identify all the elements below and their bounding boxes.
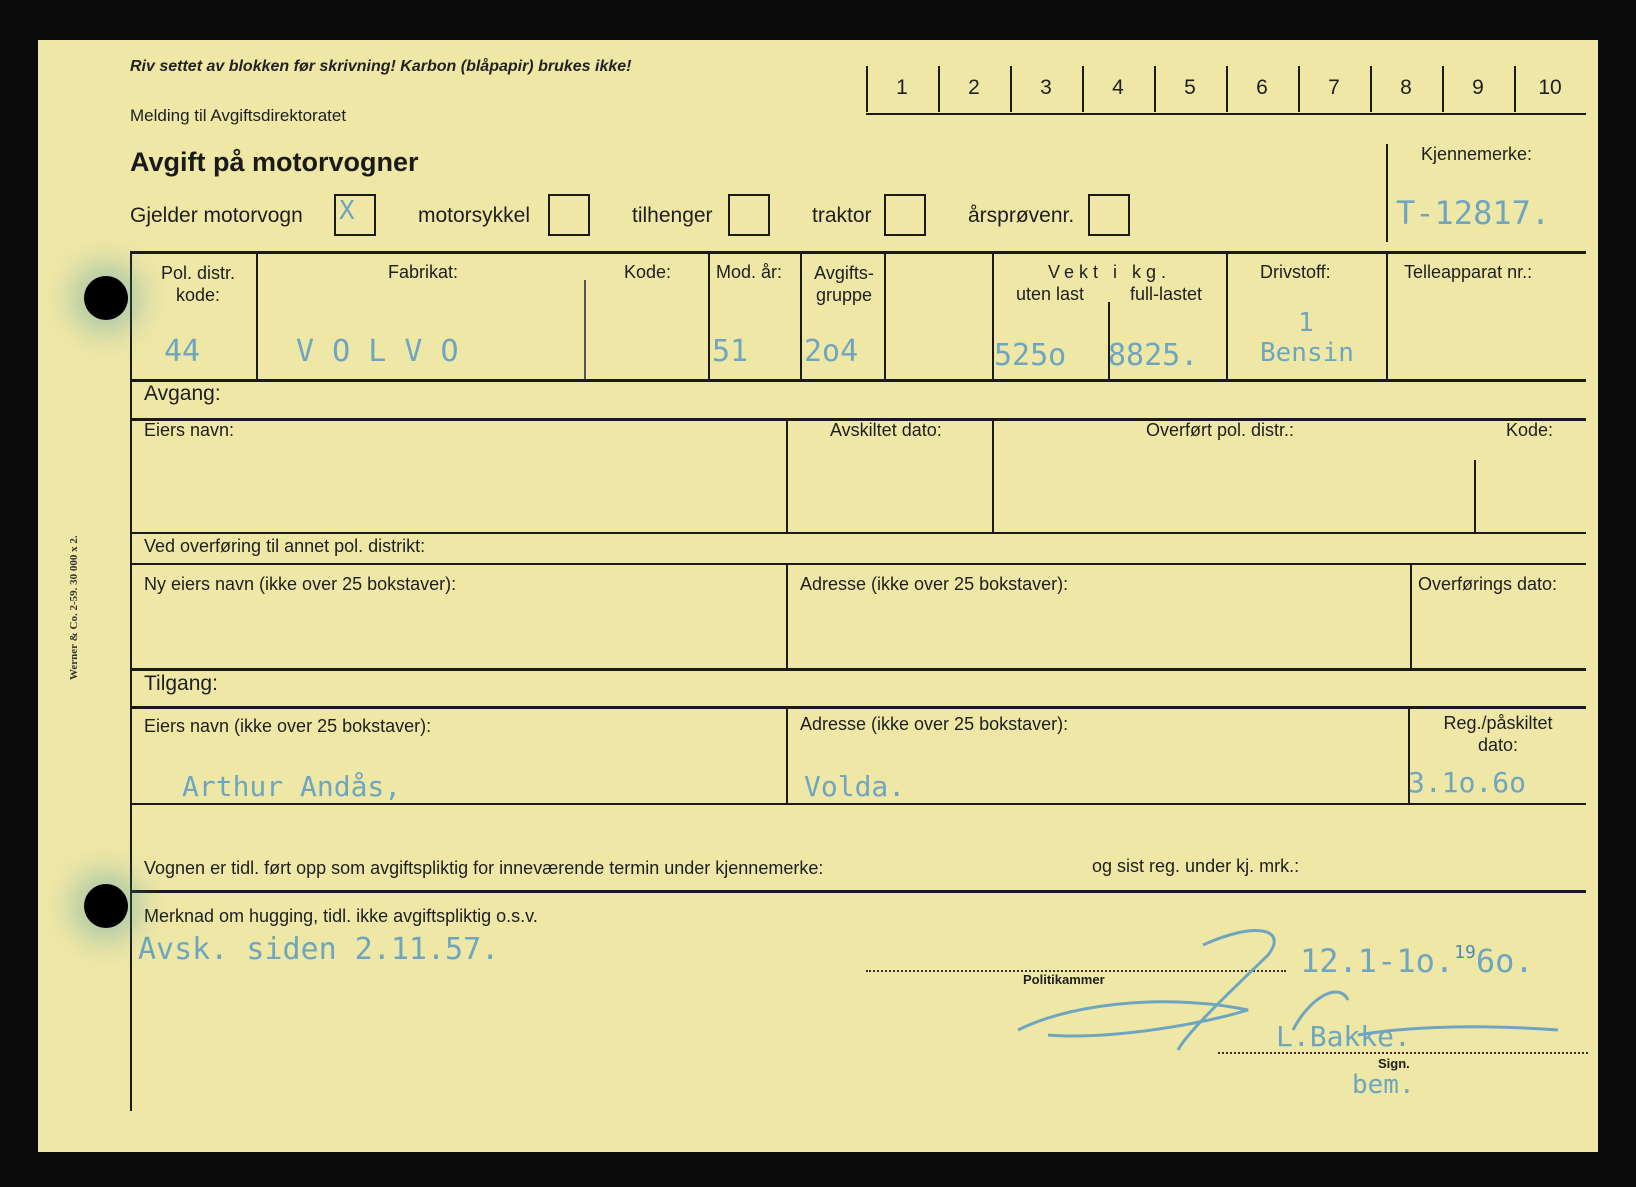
- instruction-text: Riv settet av blokken før skrivning! Karbon (blåpapir) brukes ikke!: [130, 58, 632, 75]
- tilgang-label: Tilgang:: [144, 672, 218, 695]
- pol-distr-value: 44: [164, 334, 201, 369]
- tidl-label: Vognen er tidl. ført opp som avgiftspliktig for inneværende termin under kjennemerke:: [144, 858, 824, 878]
- sign-line: [1218, 1052, 1588, 1054]
- bem-value: bem.: [1352, 1070, 1415, 1100]
- date-day-month: 12.1-1o.: [1300, 942, 1455, 980]
- merknad-value: Avsk. siden 2.11.57.: [138, 932, 500, 967]
- mod-ar-value: 51: [712, 334, 749, 369]
- number-cell-6[interactable]: 6: [1256, 76, 1268, 99]
- motorvogn-mark: X: [339, 196, 355, 226]
- avgiftsgruppe-value: 2o4: [804, 334, 859, 369]
- number-cell-4[interactable]: 4: [1112, 76, 1124, 99]
- signer-value: L.Bakke.: [1276, 1020, 1411, 1053]
- drivstoff-value: Bensin: [1260, 338, 1354, 368]
- tilgang-eiers-navn-value: Arthur Andås,: [182, 770, 402, 803]
- full-lastet-label: full-lastet: [1130, 284, 1203, 304]
- recipient-text: Melding til Avgiftsdirektoratet: [130, 106, 347, 125]
- form-title: Avgift på motorvogner: [130, 147, 419, 177]
- number-cell-9[interactable]: 9: [1472, 76, 1484, 99]
- avgang-eiers-navn-label: Eiers navn:: [144, 420, 235, 440]
- arsprovenr-label: årsprøvenr.: [968, 204, 1075, 227]
- fabrikat-label: Fabrikat:: [388, 262, 459, 282]
- number-cell-10[interactable]: 10: [1538, 76, 1562, 99]
- drivstoff-label: Drivstoff:: [1260, 262, 1331, 282]
- uten-last-value: 525o: [994, 338, 1067, 373]
- traktor-label: traktor: [812, 204, 872, 227]
- signature-svg: [38, 40, 1598, 1152]
- avgang-kode-label: Kode:: [1506, 420, 1554, 440]
- kjennemerke-value: T-12817.: [1396, 194, 1551, 232]
- tilgang-adresse-label: Adresse (ikke over 25 bokstaver):: [800, 714, 1069, 734]
- pol-distr-label: Pol. distr. kode:: [160, 263, 236, 305]
- fabrikat-value: V O L V O: [296, 334, 459, 369]
- telleapparat-label: Telleapparat nr.:: [1404, 262, 1533, 282]
- tilgang-eiers-navn-label: Eiers navn (ikke over 25 bokstaver):: [144, 716, 432, 736]
- form-card: [38, 40, 1598, 1152]
- tilhenger-label: tilhenger: [632, 204, 713, 227]
- uten-last-label: uten last: [1016, 284, 1085, 304]
- merknad-label: Merknad om hugging, tidl. ikke avgiftspliktig o.s.v.: [144, 906, 538, 926]
- applies-label: Gjelder motorvogn: [130, 204, 303, 227]
- date-year-prefix: 19: [1454, 942, 1476, 963]
- ved-overforing-label: Ved overføring til annet pol. distrikt:: [144, 536, 426, 556]
- number-cell-5[interactable]: 5: [1184, 76, 1196, 99]
- full-lastet-value: 8825.: [1108, 338, 1199, 373]
- punch-hole: [84, 884, 128, 928]
- reg-dato-value: 3.1o.6o: [1408, 766, 1527, 799]
- sign-label: Sign.: [1378, 1056, 1410, 1071]
- number-cell-2[interactable]: 2: [968, 76, 980, 99]
- sist-reg-label: og sist reg. under kj. mrk.:: [1092, 856, 1300, 876]
- kjennemerke-label: Kjennemerke:: [1421, 144, 1533, 164]
- kode-label: Kode:: [624, 262, 672, 282]
- printer-note: Werner & Co. 2-59. 30 000 x 2.: [68, 535, 80, 680]
- overfort-label: Overført pol. distr.:: [1146, 420, 1295, 440]
- ny-eier-label: Ny eiers navn (ikke over 25 bokstaver):: [144, 574, 457, 594]
- punch-hole: [84, 276, 128, 320]
- number-cell-8[interactable]: 8: [1400, 76, 1412, 99]
- politikammer-label: Politikammer: [1023, 972, 1105, 987]
- reg-dato-label: Reg./påskiltet dato:: [1443, 713, 1553, 755]
- vekt-label: Vekt i kg.: [1048, 262, 1172, 282]
- drivstoff-code: 1: [1298, 308, 1314, 338]
- tilgang-adresse-value: Volda.: [804, 770, 906, 803]
- avgang-adresse-label: Adresse (ikke over 25 bokstaver):: [800, 574, 1069, 594]
- mod-ar-label: Mod. år:: [716, 262, 783, 282]
- number-cell-1[interactable]: 1: [896, 76, 908, 99]
- number-cell-7[interactable]: 7: [1328, 76, 1340, 99]
- avgang-label: Avgang:: [144, 382, 221, 405]
- date-year-suffix: 6o.: [1475, 942, 1534, 980]
- overforings-dato-label: Overførings dato:: [1418, 574, 1558, 594]
- number-cell-3[interactable]: 3: [1040, 76, 1052, 99]
- avgiftsgruppe-label: Avgifts- gruppe: [814, 263, 874, 305]
- motorsykkel-label: motorsykkel: [418, 204, 531, 227]
- avskiltet-label: Avskiltet dato:: [830, 420, 942, 440]
